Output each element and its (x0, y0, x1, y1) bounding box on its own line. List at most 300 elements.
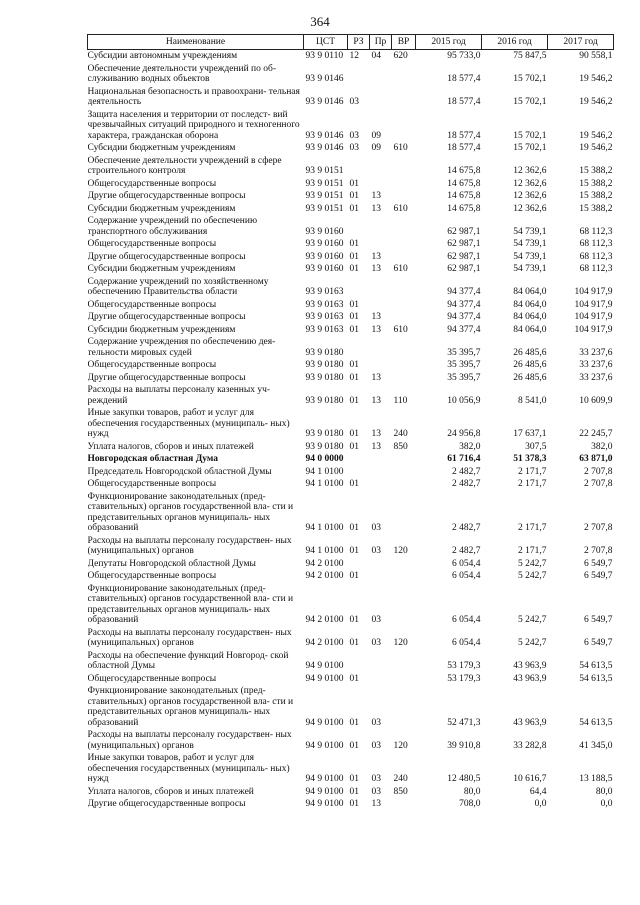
table-row (88, 86, 614, 109)
row-2015: 18 577,4 (447, 130, 481, 141)
row-vr (392, 215, 416, 238)
row-name: Расходы на выплаты персоналу государствен- ных (муниципальных) органов (87, 535, 292, 556)
row-vr: 120 (393, 740, 408, 751)
row-2015: 6 054,4 (452, 558, 481, 569)
row-rz: 01 (349, 786, 359, 797)
row-2017: 2 707,8 (584, 546, 613, 556)
row-rz: 01 (349, 299, 359, 310)
row-2017: 80,0 (595, 786, 613, 797)
row-2016: 5 242,7 (518, 571, 547, 581)
row-2015: 62 987,1 (447, 264, 481, 274)
row-cst: 93 9 0160 (305, 251, 344, 262)
header-2015: 2015 год (416, 35, 482, 50)
row-rz: 01 (349, 673, 359, 684)
row-name: Уплата налогов, сборов и иных платежей (87, 441, 254, 452)
row-name: Другие общегосударственные вопросы (87, 372, 246, 383)
table-row (88, 752, 614, 786)
row-vr (392, 311, 416, 324)
row-cst: 93 9 0163 (305, 287, 344, 297)
row-vr: 850 (393, 441, 408, 452)
row-vr: 850 (393, 786, 408, 797)
row-vr (392, 276, 416, 299)
row-2015: 95 733,0 (447, 51, 481, 61)
row-cst: 94 2 0100 (305, 571, 344, 581)
row-vr (392, 372, 416, 385)
row-name: Другие общегосударственные вопросы (87, 251, 246, 262)
row-vr (392, 491, 416, 535)
row-pr: 03 (371, 740, 381, 751)
table-row (88, 729, 614, 752)
table-row (88, 178, 614, 191)
row-cst: 93 9 0180 (305, 372, 344, 383)
row-pr (370, 570, 392, 583)
row-rz: 01 (349, 372, 359, 383)
row-vr: 110 (393, 395, 408, 406)
row-name: Новгородская областная Дума (87, 454, 219, 464)
table-row (88, 142, 614, 155)
row-pr (370, 215, 392, 238)
row-cst: 94 1 0100 (305, 546, 344, 556)
row-vr (392, 673, 416, 686)
row-vr (392, 336, 416, 359)
row-rz: 01 (349, 638, 359, 648)
row-name: Депутаты Новгородской областной Думы (87, 558, 256, 569)
row-name: Иные закупки товаров, работ и услуг для обеспечения государственных (муниципаль- ных) нужд (87, 753, 290, 784)
row-rz: 01 (349, 774, 359, 784)
row-2015: 14 675,8 (447, 203, 481, 214)
row-2015: 52 471,3 (447, 717, 481, 728)
row-2017: 0,0 (600, 799, 613, 809)
row-rz: 01 (349, 479, 359, 489)
row-name: Субсидии бюджетным учреждениям (87, 264, 236, 274)
row-2017: 10 609,9 (579, 395, 613, 406)
row-vr (392, 190, 416, 203)
row-rz: 01 (349, 264, 359, 274)
row-2017: 68 112,3 (579, 239, 613, 249)
row-rz: 01 (349, 546, 359, 556)
table-row (88, 570, 614, 583)
table-row (88, 453, 614, 466)
row-2017: 15 388,2 (579, 191, 613, 201)
row-pr (370, 63, 392, 86)
row-cst: 94 2 0100 (305, 638, 344, 648)
row-vr: 120 (393, 638, 408, 648)
row-2015: 94 377,4 (447, 312, 481, 322)
row-2017: 19 546,2 (579, 143, 613, 153)
row-2015: 39 910,8 (447, 740, 481, 751)
row-name: Субсидии бюджетным учреждениям (87, 324, 236, 335)
row-2015: 14 675,8 (447, 166, 481, 176)
row-rz: 01 (349, 571, 359, 581)
row-rz: 03 (349, 97, 359, 107)
row-2016: 2 171,7 (518, 523, 547, 533)
row-vr (392, 86, 416, 109)
row-cst: 93 9 0146 (305, 97, 344, 107)
row-2017: 19 546,2 (579, 130, 613, 141)
row-pr (370, 673, 392, 686)
row-cst: 93 9 0160 (305, 264, 344, 274)
row-name: Функционирование законодательных (пред- ставительных) органов государственной вла- сти и представительных органов муниципаль- ных образований (87, 686, 294, 728)
row-2015: 61 716,4 (447, 454, 481, 464)
row-2016: 84 064,0 (513, 299, 547, 310)
row-2017: 6 549,7 (584, 615, 613, 625)
row-rz: 12 (349, 51, 359, 61)
table-row (88, 50, 614, 63)
row-2016: 43 963,9 (513, 661, 547, 671)
table-row (88, 558, 614, 571)
table-row (88, 238, 614, 251)
row-2015: 35 395,7 (447, 372, 481, 383)
row-rz: 01 (349, 203, 359, 214)
row-2015: 18 577,4 (447, 74, 481, 84)
row-vr: 240 (393, 429, 408, 439)
row-2016: 84 064,0 (513, 287, 547, 297)
table-row (88, 650, 614, 673)
row-name: Защита населения и территории от последст- вий чрезвычайных ситуаций природного и техногенного характера, гражданская оборона (87, 109, 300, 141)
row-cst: 93 9 0151 (305, 178, 344, 189)
row-cst: 93 9 0151 (305, 191, 344, 201)
table-row (88, 583, 614, 627)
row-2016: 43 963,9 (513, 717, 547, 728)
row-cst: 93 9 0151 (305, 166, 344, 176)
row-2015: 2 482,7 (452, 523, 481, 533)
row-2017: 19 546,2 (579, 97, 613, 107)
row-2016: 75 847,5 (513, 51, 547, 61)
row-name: Другие общегосударственные вопросы (87, 799, 246, 809)
row-rz (348, 336, 370, 359)
row-cst: 93 9 0160 (305, 226, 344, 237)
row-2016: 54 739,1 (513, 264, 547, 274)
header-rz: РЗ (348, 35, 370, 50)
row-cst: 94 1 0100 (305, 466, 344, 477)
row-2015: 62 987,1 (447, 239, 481, 249)
table-row (88, 336, 614, 359)
row-name: Субсидии бюджетным учреждениям (87, 143, 236, 153)
row-2017: 6 549,7 (584, 638, 613, 648)
row-cst: 93 9 0163 (305, 312, 344, 322)
row-cst: 93 9 0146 (305, 143, 344, 153)
row-2017: 19 546,2 (579, 74, 613, 84)
row-vr: 240 (393, 774, 408, 784)
row-2015: 10 056,9 (447, 395, 481, 406)
row-rz: 01 (349, 324, 359, 335)
header-name: Наименование (88, 35, 304, 50)
row-name: Уплата налогов, сборов и иных платежей (87, 786, 254, 797)
row-2015: 708,0 (459, 799, 481, 809)
row-cst: 93 9 0180 (305, 441, 344, 452)
row-vr: 610 (393, 264, 408, 274)
row-rz: 03 (349, 143, 359, 153)
row-name: Общегосударственные вопросы (87, 571, 217, 581)
row-2016: 12 362,6 (513, 166, 547, 176)
row-2016: 2 171,7 (518, 466, 547, 477)
row-cst: 94 9 0100 (305, 799, 344, 809)
table-row (88, 407, 614, 441)
row-2015: 94 377,4 (447, 324, 481, 335)
table-row (88, 109, 614, 143)
row-2017: 54 613,5 (579, 717, 613, 728)
row-cst: 93 9 0146 (305, 130, 344, 141)
row-name: Общегосударственные вопросы (87, 479, 217, 489)
row-pr (370, 558, 392, 571)
row-vr: 610 (393, 324, 408, 335)
row-2015: 18 577,4 (447, 97, 481, 107)
row-pr: 13 (371, 251, 381, 262)
row-2015: 6 054,4 (452, 615, 481, 625)
row-rz (348, 558, 370, 571)
row-name: Субсидии бюджетным учреждениям (87, 203, 236, 214)
row-2016: 33 282,8 (513, 740, 547, 751)
row-rz (348, 63, 370, 86)
row-2016: 26 485,6 (513, 372, 547, 383)
table-row (88, 786, 614, 799)
row-cst: 93 9 0146 (305, 74, 344, 84)
row-2017: 15 388,2 (579, 203, 613, 214)
budget-table (87, 34, 614, 811)
row-2015: 6 054,4 (452, 571, 481, 581)
row-2017: 63 871,0 (579, 454, 613, 464)
table-row (88, 535, 614, 558)
table-body (88, 50, 614, 811)
row-pr: 13 (371, 191, 381, 201)
table-row (88, 441, 614, 454)
row-2017: 6 549,7 (584, 571, 613, 581)
row-2017: 54 613,5 (579, 673, 613, 684)
row-pr (370, 336, 392, 359)
row-rz: 01 (349, 429, 359, 439)
row-2015: 2 482,7 (452, 546, 481, 556)
row-2015: 94 377,4 (447, 287, 481, 297)
row-2016: 10 616,7 (513, 774, 547, 784)
row-cst: 93 9 0180 (305, 360, 344, 370)
row-2017: 2 707,8 (584, 479, 613, 489)
row-vr (392, 650, 416, 673)
row-rz: 01 (349, 523, 359, 533)
row-vr (392, 466, 416, 479)
row-2017: 33 237,6 (579, 372, 613, 383)
row-2015: 62 987,1 (447, 226, 481, 237)
row-cst: 94 9 0100 (305, 673, 344, 684)
row-2016: 0,0 (534, 799, 547, 809)
row-cst: 93 9 0110 (305, 51, 344, 61)
row-2017: 13 188,5 (579, 774, 613, 784)
row-name: Содержание учреждений по обеспечению транспортного обслуживания (87, 216, 258, 237)
row-pr: 13 (371, 441, 381, 452)
row-2016: 43 963,9 (513, 673, 547, 684)
row-rz: 01 (349, 717, 359, 728)
row-2016: 2 171,7 (518, 546, 547, 556)
table-row (88, 203, 614, 216)
table-row (88, 276, 614, 299)
header-2016: 2016 год (482, 35, 548, 50)
row-2016: 54 739,1 (513, 251, 547, 262)
row-2015: 2 482,7 (452, 479, 481, 489)
row-rz: 01 (349, 251, 359, 262)
row-name: Общегосударственные вопросы (87, 673, 217, 684)
row-2016: 15 702,1 (513, 74, 547, 84)
row-2016: 51 378,3 (513, 454, 547, 464)
table-row (88, 299, 614, 312)
row-vr (392, 478, 416, 491)
row-2017: 33 237,6 (579, 360, 613, 370)
table-row (88, 215, 614, 238)
row-pr (370, 276, 392, 299)
row-2016: 307,5 (525, 441, 547, 452)
row-2017: 22 245,7 (579, 429, 613, 439)
row-2016: 5 242,7 (518, 638, 547, 648)
row-cst: 94 1 0100 (305, 523, 344, 533)
row-2017: 2 707,8 (584, 466, 613, 477)
header-pr: Пр (370, 35, 392, 50)
table-row (88, 190, 614, 203)
row-vr (392, 558, 416, 571)
row-2017: 104 917,9 (574, 299, 613, 310)
row-2017: 54 613,5 (579, 661, 613, 671)
row-vr (392, 155, 416, 178)
row-name: Другие общегосударственные вопросы (87, 191, 246, 201)
row-vr (392, 453, 416, 466)
row-name: Общегосударственные вопросы (87, 360, 217, 370)
row-2016: 15 702,1 (513, 143, 547, 153)
row-pr (370, 86, 392, 109)
row-2016: 12 362,6 (513, 203, 547, 214)
row-2017: 15 388,2 (579, 166, 613, 176)
row-cst: 93 9 0180 (305, 347, 344, 358)
row-2016: 5 242,7 (518, 558, 547, 569)
row-pr: 13 (371, 203, 381, 214)
row-pr: 03 (371, 774, 381, 784)
row-2017: 41 345,0 (579, 740, 613, 751)
row-2015: 6 054,4 (452, 638, 481, 648)
row-name: Обеспечение деятельности учреждений в сфере строительного контроля (87, 155, 282, 176)
row-pr (370, 299, 392, 312)
table-row (88, 372, 614, 385)
row-pr: 13 (371, 799, 381, 809)
row-2017: 2 707,8 (584, 523, 613, 533)
row-rz: 03 (349, 130, 359, 141)
table-row (88, 155, 614, 178)
table-row (88, 478, 614, 491)
row-name: Функционирование законодательных (пред- ставительных) органов государственной вла- сти и представительных органов муниципаль- ных образований (87, 583, 294, 625)
row-2015: 53 179,3 (447, 661, 481, 671)
row-rz (348, 466, 370, 479)
row-2015: 94 377,4 (447, 299, 481, 310)
row-rz (348, 650, 370, 673)
row-name: Обеспечение деятельности учреждений по об- служиванию водных объектов (87, 63, 277, 84)
row-2017: 104 917,9 (574, 312, 613, 322)
row-cst: 93 9 0180 (305, 429, 344, 439)
row-2015: 80,0 (463, 786, 481, 797)
row-pr: 04 (371, 51, 381, 61)
row-pr (370, 359, 392, 372)
row-pr: 13 (371, 395, 381, 406)
row-2017: 382,0 (591, 441, 613, 452)
row-pr (370, 466, 392, 479)
row-vr (392, 178, 416, 191)
row-rz: 01 (349, 441, 359, 452)
row-cst: 94 9 0100 (305, 740, 344, 751)
row-cst: 94 1 0100 (305, 479, 344, 489)
row-name: Иные закупки товаров, работ и услуг для обеспечения государственных (муниципаль- ных) нужд (87, 408, 290, 439)
row-pr: 03 (371, 638, 381, 648)
row-vr (392, 359, 416, 372)
row-2016: 84 064,0 (513, 324, 547, 335)
row-cst: 94 2 0100 (305, 558, 344, 569)
row-pr: 13 (371, 312, 381, 322)
row-rz: 01 (349, 239, 359, 249)
row-vr (392, 798, 416, 811)
table-row (88, 685, 614, 729)
row-rz: 01 (349, 191, 359, 201)
row-2015: 2 482,7 (452, 466, 481, 477)
row-cst: 94 9 0100 (305, 717, 344, 728)
row-2017: 90 558,1 (579, 51, 613, 61)
row-2015: 53 179,3 (447, 673, 481, 684)
row-rz: 01 (349, 360, 359, 370)
row-rz: 01 (349, 395, 359, 406)
table-row (88, 798, 614, 811)
table-row (88, 491, 614, 535)
row-vr (392, 238, 416, 251)
row-pr: 03 (371, 786, 381, 797)
row-pr: 03 (371, 615, 381, 625)
row-2016: 54 739,1 (513, 239, 547, 249)
row-pr: 13 (371, 372, 381, 383)
row-2016: 15 702,1 (513, 130, 547, 141)
row-name: Другие общегосударственные вопросы (87, 312, 246, 322)
table-row (88, 251, 614, 264)
table-row (88, 673, 614, 686)
row-cst: 93 9 0163 (305, 299, 344, 310)
row-vr (392, 109, 416, 143)
row-rz (348, 276, 370, 299)
row-2015: 35 395,7 (447, 347, 481, 358)
row-vr: 120 (393, 546, 408, 556)
row-2015: 18 577,4 (447, 143, 481, 153)
row-name: Содержание учреждений по хозяйственному обеспечению Правительства области (87, 276, 269, 297)
row-name: Содержание учреждения по обеспечению дея- тельности мировых судей (87, 337, 276, 358)
row-2017: 33 237,6 (579, 347, 613, 358)
row-name: Национальная безопасность и правоохрани- тельная деятельность (87, 86, 300, 107)
row-cst: 94 0 0000 (305, 454, 344, 464)
row-rz (348, 215, 370, 238)
row-name: Расходы на выплаты персоналу казенных уч- реждений (87, 385, 271, 406)
table-row (88, 311, 614, 324)
row-name: Общегосударственные вопросы (87, 178, 217, 189)
row-vr (392, 685, 416, 729)
row-2015: 62 987,1 (447, 251, 481, 262)
row-pr: 13 (371, 324, 381, 335)
row-name: Субсидии автономным учреждениям (87, 51, 238, 61)
row-2017: 68 112,3 (579, 226, 613, 237)
row-vr (392, 583, 416, 627)
table-row (88, 384, 614, 407)
row-2017: 6 549,7 (584, 558, 613, 569)
row-vr: 620 (393, 51, 408, 61)
row-cst: 93 9 0151 (305, 203, 344, 214)
row-name: Общегосударственные вопросы (87, 299, 217, 310)
row-2016: 15 702,1 (513, 97, 547, 107)
row-vr (392, 299, 416, 312)
row-2016: 26 485,6 (513, 347, 547, 358)
row-rz: 01 (349, 178, 359, 189)
row-2016: 17 637,1 (513, 429, 547, 439)
row-2015: 382,0 (459, 441, 481, 452)
row-name: Общегосударственные вопросы (87, 239, 217, 249)
table-row (88, 63, 614, 86)
row-2017: 104 917,9 (574, 324, 613, 335)
row-rz: 01 (349, 615, 359, 625)
